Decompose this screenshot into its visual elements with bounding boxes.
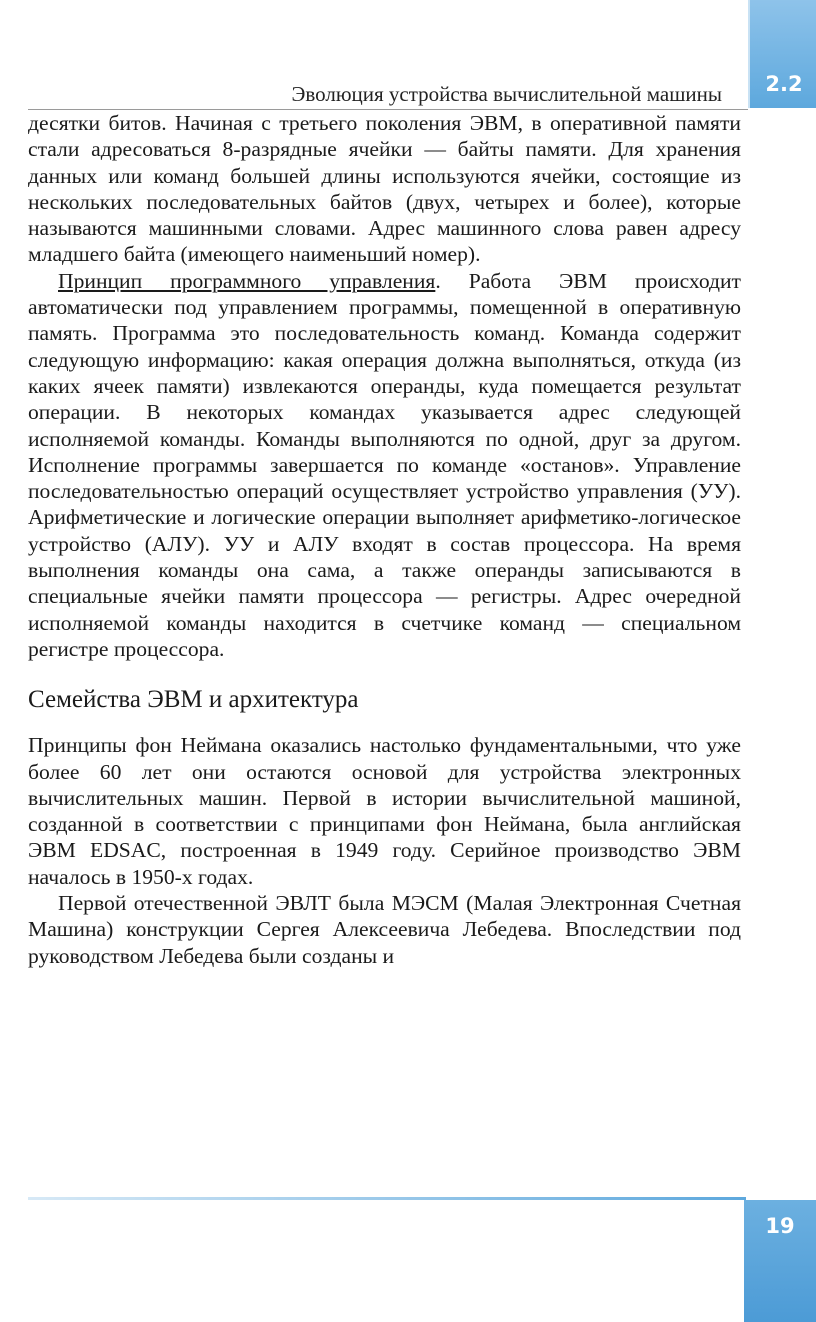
paragraph-von-neumann: Принципы фон Неймана оказались настолько фундаментальными, что уже более 60 лет они остаются основой для устройства электронных вычислительных машин. Первой в истории вычислительной машиной, созданной в соответствии с принципами фон Неймана, была английская ЭВМ EDSAC, построенная в 1949 году. Серийное производство ЭВМ началось в 1950-х годах.: [28, 733, 741, 889]
page-number: 19: [765, 1214, 795, 1238]
paragraph-continuation: десятки битов. Начиная с третьего поколения ЭВМ, в оперативной памяти стали адресоваться 8-разрядные ячейки — байты памяти. Для хранения данных или команд большей длины используются ячейки, состоящие из нескольких последовательных байтов (двух, четырех и более), которые называются машинными словами. Адрес машинного слова равен адресу младшего байта (имеющего наименьший номер).: [28, 111, 741, 267]
running-title: Эволюция устройства вычислительной машины: [291, 82, 722, 106]
section-tab: [748, 0, 816, 108]
paragraph-program-control: [28, 268, 741, 662]
underlined-term: Принцип программного управления: [58, 268, 436, 293]
section-heading: Семейства ЭВМ и архитектура: [28, 686, 359, 714]
page-body: [28, 110, 741, 969]
section-number: 2.2: [765, 72, 803, 96]
footer-divider: [28, 1197, 746, 1200]
paragraph-text: . Работа ЭВМ происходит автоматически под управлением программы, помещенной в оперативную память. Программа это последовательность команд. Команда содержит следующую информацию: какая операция должна выполняться, откуда (из каких ячеек памяти) извлекаются операнды, куда помещается результат операции. В некоторых командах указывается адрес следующей исполняемой команды. Команды выполняются по одной, друг за другом. Исполнение программы завершается по команде «останов». Управление последовательностью операций осуществляет устройство управления (УУ). Арифметические и логические операции выполняет арифметико-логическое устройство (АЛУ). УУ и АЛУ входят в состав процессора. На время выполнения команды она сама, а также операнды записываются в специальные ячейки памяти процессора — регистры. Адрес очередной исполняемой команды находится в счетчике команд — специальном регистре процессора.: [28, 268, 741, 661]
page-number-tab: [744, 1200, 816, 1322]
paragraph-mesm: Первой отечественной ЭВЛТ была МЭСМ (Малая Электронная Счетная Машина) конструкции Сергея Алексеевича Лебедева. Впоследствии под руководством Лебедева были созданы и: [28, 891, 741, 968]
